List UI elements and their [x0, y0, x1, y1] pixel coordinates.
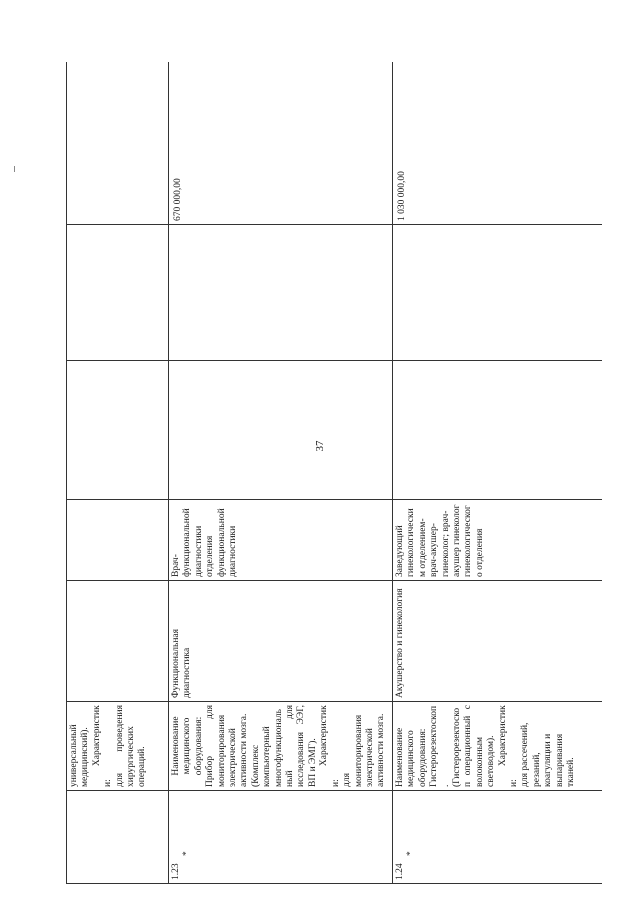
equipment-table [66, 62, 602, 884]
price-cell [393, 62, 603, 225]
table-row [393, 62, 603, 884]
page-number: 37 [314, 440, 326, 452]
desc-body: Гистерорезектоскоп. [429, 705, 451, 787]
desc-head: универсальный медицинский). [69, 724, 91, 787]
extra-cell [169, 225, 393, 361]
char-label: Характеристики: [319, 705, 341, 787]
dept-text: Функциональная диагностика [171, 628, 193, 698]
desc-cell [169, 702, 393, 791]
spec-cell [169, 500, 393, 581]
spec-cell [67, 500, 169, 581]
row-number-cell [67, 791, 169, 884]
dept-cell [169, 581, 393, 702]
blank-cell [67, 361, 169, 500]
spec-text: Заведующий гинекологическим отделением-врач-акушер-гинеколог; врач-акушер гинеколог гинекологического отделения [395, 504, 485, 577]
char-label: Характеристики: [91, 705, 114, 787]
dept-cell [67, 581, 169, 702]
row-star: * [406, 851, 417, 856]
row-number-cell [393, 791, 603, 884]
row-number: 1.24 [395, 863, 405, 880]
blank-cell [393, 361, 603, 500]
price-value: 1 030 000,00 [397, 171, 407, 221]
spec-cell [393, 500, 603, 581]
extra-cell [67, 62, 169, 225]
desc-body: Прибор для мониторирования электрической активности мозга. [205, 705, 250, 787]
desc-head: Наименование медицинского оборудования: [171, 716, 204, 776]
equipment-table-rotated [66, 62, 602, 884]
scan-artifact [14, 166, 15, 172]
char-text: для рассечений, резаний, коагуляции и выпаривания тканей. [520, 722, 577, 787]
price-cell [169, 62, 393, 225]
row-star: * [182, 851, 193, 856]
table-row [67, 62, 169, 884]
char-text: для проведения хирургических операций. [114, 705, 148, 787]
char-label: Характеристики: [497, 705, 520, 787]
char-text: для мониторирования электрической активности мозга. [342, 713, 387, 787]
row-number: 1.23 [171, 863, 181, 880]
row-number-cell [169, 791, 393, 884]
dept-text: Акушерство и гинекология [395, 588, 405, 698]
price-value: 670 000,00 [173, 178, 183, 221]
desc-body: (Комплекс компьютерный многофункциональный для исследования ЭЭГ, ВП и ЭМГ). [250, 705, 318, 787]
equipment-table-frame [66, 62, 602, 884]
blank-cell [169, 361, 393, 500]
dept-cell [393, 581, 603, 702]
desc-cell [393, 702, 603, 791]
desc-cell [67, 702, 169, 791]
price-cell [67, 225, 169, 361]
desc-body: (Гистерорезектоскоп операционный с волоконным световодом). [452, 705, 497, 787]
spec-text: Врач-функциональной диагностики отделения функциональной диагностики [171, 508, 239, 577]
extra-cell [393, 225, 603, 361]
table-row [169, 62, 393, 884]
desc-head: Наименование медицинского оборудования: [395, 727, 428, 787]
